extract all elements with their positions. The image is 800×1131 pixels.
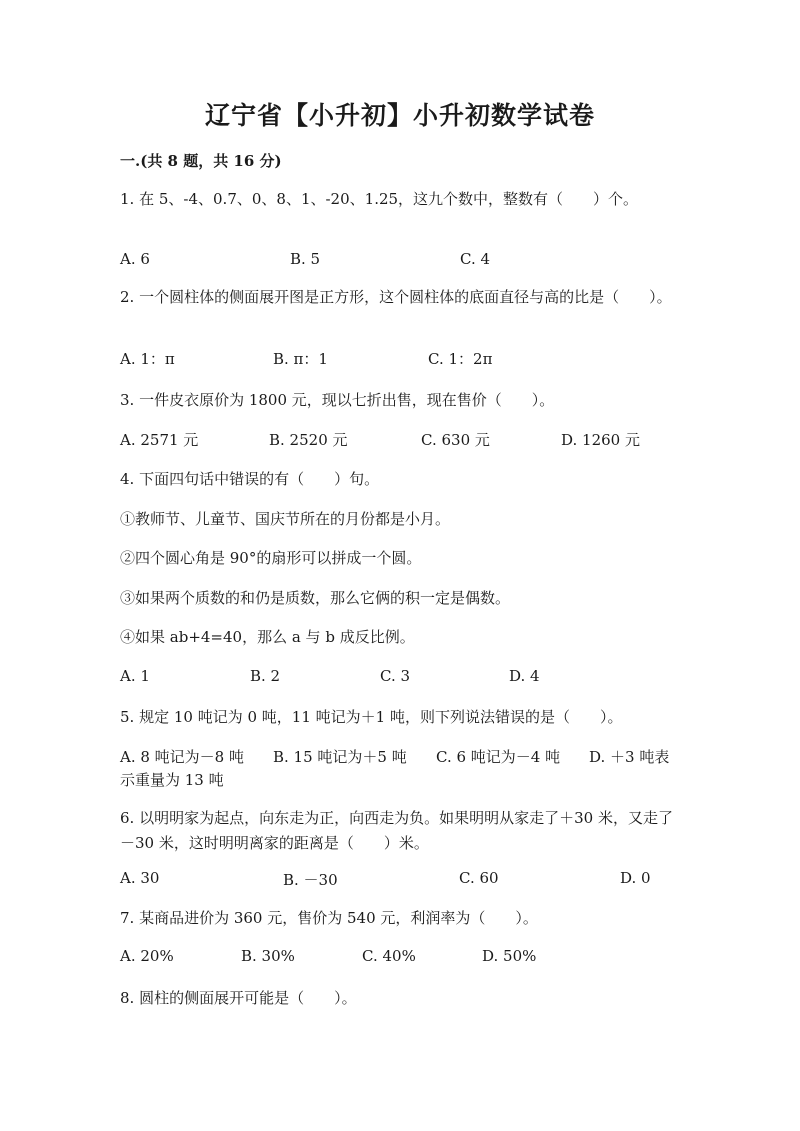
q7-option-d: D. 50% xyxy=(482,947,537,965)
q7-option-c: C. 40% xyxy=(362,947,416,965)
question-4: 4. 下面四句话中错误的有（ ）句。 xyxy=(120,470,380,488)
q6-option-d: D. 0 xyxy=(620,869,651,887)
q1-option-a: A. 6 xyxy=(120,250,150,268)
question-8: 8. 圆柱的侧面展开可能是（ ）。 xyxy=(120,989,357,1007)
q7-option-a: A. 20% xyxy=(120,947,174,965)
q2-option-a: A. 1：π xyxy=(120,350,175,368)
q3-option-b: B. 2520 元 xyxy=(269,431,348,449)
q6-option-c: C. 60 xyxy=(459,869,499,887)
question-1: 1. 在 5、-4、0.7、0、8、1、-20、1.25，这九个数中，整数有（ ）个。 xyxy=(120,190,639,208)
q4-statement-1: ①教师节、儿童节、国庆节所在的月份都是小月。 xyxy=(120,510,451,528)
q2-option-b: B. π：1 xyxy=(273,350,328,368)
question-3: 3. 一件皮衣原价为 1800 元，现以七折出售，现在售价（ ）。 xyxy=(120,391,555,409)
q4-statement-4: ④如果 ab+4=40，那么 a 与 b 成反比例。 xyxy=(120,628,415,646)
q5-option-a: A. 8 吨记为－8 吨 xyxy=(120,748,244,766)
q4-option-a: A. 1 xyxy=(120,667,150,685)
exam-title: 辽宁省【小升初】小升初数学试卷 xyxy=(204,101,595,130)
question-6: 6. 以明明家为起点，向东走为正，向西走为负。如果明明从家走了＋30 米，又走了－30 米，这时明明离家的距离是（ ）米。 xyxy=(120,809,673,852)
q3-option-d: D. 1260 元 xyxy=(561,431,640,449)
q1-option-b: B. 5 xyxy=(290,250,321,268)
q5-option-d-continued: 示重量为 13 吨 xyxy=(120,771,224,789)
q7-option-b: B. 30% xyxy=(241,947,295,965)
q4-statement-3: ③如果两个质数的和仍是质数，那么它俩的积一定是偶数。 xyxy=(120,589,511,607)
q4-option-b: B. 2 xyxy=(250,667,281,685)
question-2: 2. 一个圆柱体的侧面展开图是正方形，这个圆柱体的底面直径与高的比是（ ）。 xyxy=(120,288,672,306)
q6-option-a: A. 30 xyxy=(120,869,160,887)
q4-option-d: D. 4 xyxy=(509,667,540,685)
question-7: 7. 某商品进价为 360 元，售价为 540 元，利润率为（ ）。 xyxy=(120,909,538,927)
q6-option-b: B. －30 xyxy=(283,871,338,889)
q5-option-d: D. ＋3 吨表 xyxy=(589,748,670,766)
q4-statement-2: ②四个圆心角是 90°的扇形可以拼成一个圆。 xyxy=(120,549,422,567)
q5-option-c: C. 6 吨记为－4 吨 xyxy=(436,748,561,766)
q1-option-c: C. 4 xyxy=(460,250,491,268)
q5-option-b: B. 15 吨记为＋5 吨 xyxy=(273,748,407,766)
q4-option-c: C. 3 xyxy=(380,667,411,685)
section-header: 一.(共 8 题，共 16 分) xyxy=(120,152,282,170)
q2-option-c: C. 1：2π xyxy=(428,350,493,368)
q3-option-a: A. 2571 元 xyxy=(120,431,199,449)
q3-option-c: C. 630 元 xyxy=(421,431,490,449)
question-5: 5. 规定 10 吨记为 0 吨，11 吨记为＋1 吨，则下列说法错误的是（ ）。 xyxy=(120,708,623,726)
